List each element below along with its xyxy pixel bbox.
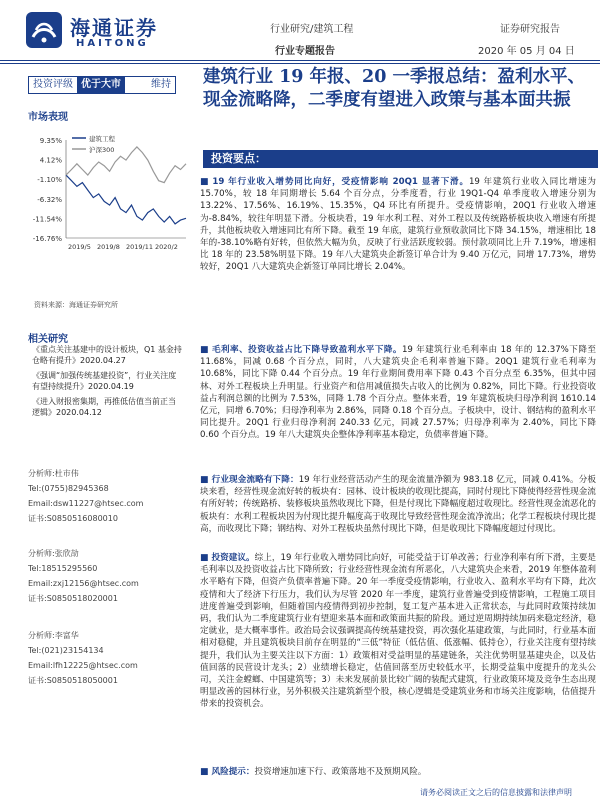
key-point-text: 19 年建筑行业收入同比增速为 15.70%，较 18 年同期增长 5.64 个百分点，分季度看，行业 19Q1-Q4 单季度收入增速分别为 13.22%、17.56%、16.19%、15.35%，Q4 环比有所提升。受疫情影响，20Q1 行业收入增速为-8.84%，较往年明显下滑。分板块看，19 年水利工程、对外工程以及传统路桥板块收入增速有所提升，其他板块收入增速同比有所下降。截至 19 年底，建筑行业预收款同比下降 34.15%，增速相比 18 年的-38.10%略有好转，但依然大幅为负，反映了行业活跃度较弱。预付款项同比上升 7.19%，增速相比 18 年的 23.58%明显下降。19 年八大建筑央企新签订单合计为 9.40 万亿元，同增 17.73%，增势较好，20Q1 八大建筑央企新签订单同比增长 2.04%。 <box>200 177 596 273</box>
analyst-email[interactable]: Email:dsw11227@htsec.com <box>28 499 144 508</box>
analyst-name: 分析师:张欣劼 <box>28 549 79 558</box>
bullet-icon: ■ <box>200 767 209 777</box>
analyst-cert: 证书:S0850516080010 <box>28 514 118 523</box>
key-point-lead: 毛利率、投资收益占比下降导致盈利水平下降。 <box>211 345 402 355</box>
header-divider-secondary <box>0 63 600 64</box>
rating-value: 优于大市 <box>77 77 125 93</box>
key-point-lead: 投资建议。 <box>211 553 255 563</box>
bullet-icon: ■ <box>200 475 209 485</box>
bullet-icon: ■ <box>200 177 210 187</box>
chart-y-tick-label: 4.12% <box>39 156 62 165</box>
chart-y-tick-label: -1.10% <box>37 176 62 185</box>
chart-legend-label: 沪深300 <box>89 146 115 154</box>
report-type: 行业专题报告 <box>275 46 335 57</box>
key-point-text: 投资增速加速下行、政策落地不及预期风险。 <box>254 767 427 777</box>
analyst-tel: Tel:(021)23154134 <box>28 646 104 655</box>
chart-series-line-hs300 <box>66 147 186 183</box>
key-point-paragraph <box>200 766 596 778</box>
chart-x-tick-label: 2019/8 <box>97 243 120 251</box>
chart-y-tick-label: 9.35% <box>39 137 62 145</box>
analyst-tel: Tel:18515295560 <box>28 564 98 573</box>
related-item[interactable]: 《进入财报密集期，再推低估值当前正当逻辑》2020.04.12 <box>32 397 176 417</box>
analyst-email[interactable]: Email:zxj12156@htsec.com <box>28 579 139 588</box>
key-points-bar: 投资要点： <box>203 150 598 168</box>
report-title: 建筑行业 19 年报、20 一季报总结：盈利水平、现金流略降，二季度有望进入政策与基本面共振 <box>203 67 585 110</box>
chart-legend-label: 建筑工程 <box>89 135 115 143</box>
chart-x-tick-label: 2019/11 <box>126 243 154 251</box>
key-point-paragraph <box>200 344 596 442</box>
bullet-icon: ■ <box>200 553 209 563</box>
report-category: 行业研究/建筑工程 <box>270 24 354 35</box>
key-point-text: 综上，19 年行业收入增势同比向好，可能受益于订单改善；行业净利率有所下滑，主要是毛利率以及投资收益占比下降所致；行业经营性现金流有所恶化，八大建筑央企来看，2019 年整体盈利水平略有下降，但资产负债率普遍下降。20 年一季度受疫情影响，行业收入、盈利水平均有下降，此次疫情和大了经济下行压力，我们认为尽管 2020 年一季度，建筑行业普遍受到疫情影响，工程施工项目进度普遍受到影响，但随着国内疫情得到初步控制，复工复产基本进入正常状态，与此同时政策持续加码，我们认为二季度建筑行业有望迎来基本面和政策面共振的阶段。通过逆周期持续加码来稳定经济，稳定就业，是大概率事件。政治局会议强调提高传统基建投资，再次强化基建政策，与此同时，行业基本面相对稳健，并且建筑板块目前存在明显的“三低”特征（低估值、低涨幅、低持仓），行业关注度有望持续提升，我们认为主要关注以下方面：1）政策相对受益明显的基建链条，关注优势明显基建央企，以及估值回落的民营设计龙头；2）业绩增长稳定，估值回落至历史较低水平，长期受益集中度提升的龙头公司，关注金螳螂、中国建筑等；3）未来发展前景比较广阔的装配式建筑，行业政策环境及竞争生态出现明显改善的园林行业，另外积极关注建筑新型个股，核心逻辑是受建筑业务和市场关注度影响，估值提升带来的投资机会。 <box>200 553 596 710</box>
analyst-block <box>28 546 178 606</box>
haitong-emblem-icon <box>24 10 64 50</box>
analyst-tel: Tel:(0755)82945368 <box>28 484 109 493</box>
disclaimer-footer: 请务必阅读正文之后的信息披露和法律声明 <box>420 788 572 797</box>
key-point-lead: 行业现金流略有下降： <box>211 475 299 485</box>
header-divider <box>0 60 600 61</box>
analyst-cert: 证书:S0850518020001 <box>28 594 118 603</box>
bullet-icon: ■ <box>200 345 209 355</box>
chart-y-tick-label: -16.76% <box>32 235 62 243</box>
rating-action: 维持 <box>151 79 171 90</box>
chart-x-tick-label: 2019/5 <box>68 243 91 251</box>
chart-y-tick-label: -11.54% <box>32 215 62 224</box>
analyst-name: 分析师:李富华 <box>28 631 79 640</box>
key-point-lead: 19 年行业收入增势同比向好，受疫情影响 20Q1 显著下滑。 <box>212 177 469 187</box>
rating-label: 投资评级 <box>33 79 73 90</box>
haitong-logo <box>24 10 194 54</box>
chart-series-line-construction <box>66 175 186 224</box>
key-point-text: 19 年行业经营活动产生的现金流量净额为 983.18 亿元，同减 0.41%。分板块来看，经营性现金流好转的板块有：园林、设计板块的收现比提高，同时付现比下降使得经营性现金流有所好转；传统路桥、装修板块虽然收现比下降，但是付现比下降幅度超过收现比。经营性现金流恶化的板块有：水利工程板块因为付现比提升幅度高于收现比导致经营性现金流净流出；化学工程板块付现比提高，而收现比下降；钢结构、对外工程板块虽然付现比下降，但是收现比下降幅度超过付现比。 <box>200 475 596 534</box>
key-point-lead: 风险提示： <box>211 767 255 777</box>
key-point-text: 19 年建筑行业毛利率由 18 年的 12.37%下降至 11.68%，同减 0.68 个百分点，同时，八大建筑央企毛利率普遍下降。20Q1 建筑行业毛利率为 10.68%，同比下降 0.44 个百分点。19 年行业期间费用率下降 0.43 个百分点至 6.35%，但其中园林、对外工程板块上升明显。行业资产和信用减值损失占收入的比例为 0.82%，同比下降。行业投资收益占利润总额的比例为 7.53%，同降 1.78 个百分点。整体来看，19 年建筑板块归母净利润 1610.14 亿元，同增 6.70%；归母净利率为 2.86%，同降 0.18 个百分点。子板块中，设计、钢结构的盈利水平同比提升。20Q1 行业归母净利润 240.33 亿元，同减 27.57%；归母净利率为 2.40%，同比下降 0.60 个百分点。19 年八大建筑央企整体净利率基本稳定，负债率普遍下降。 <box>200 345 596 441</box>
brand-name-en: HAITONG <box>76 38 149 49</box>
analyst-block <box>28 628 178 688</box>
chart-x-tick-label: 2020/2 <box>155 243 178 251</box>
key-point-paragraph <box>200 474 596 535</box>
market-performance-title: 市场表现 <box>28 112 68 123</box>
report-date: 2020 年 05 月 04 日 <box>478 46 575 57</box>
brand-name-cn: 海通证券 <box>70 16 158 40</box>
analyst-cert: 证书:S0850518050001 <box>28 676 118 685</box>
rating-box <box>28 76 176 94</box>
chart-source: 资料来源：海通证券研究所 <box>34 301 118 309</box>
related-research-title: 相关研究 <box>28 334 68 345</box>
analyst-block <box>28 466 178 526</box>
analyst-email[interactable]: Email:lfh12225@htsec.com <box>28 661 138 670</box>
related-item[interactable]: 《重点关注基建中的设计板块，Q1 基金持仓略有提升》2020.04.27 <box>32 345 182 365</box>
analyst-name: 分析师:杜市伟 <box>28 469 79 478</box>
report-department: 证券研究报告 <box>500 24 560 35</box>
chart-y-tick-label: -6.32% <box>37 195 62 204</box>
key-point-paragraph <box>200 176 596 274</box>
key-point-paragraph <box>200 552 596 711</box>
related-item[interactable]: 《强调“加强传统基建投资”，行业关注度有望持续提升》2020.04.19 <box>32 371 177 391</box>
market-performance-chart <box>26 126 194 268</box>
